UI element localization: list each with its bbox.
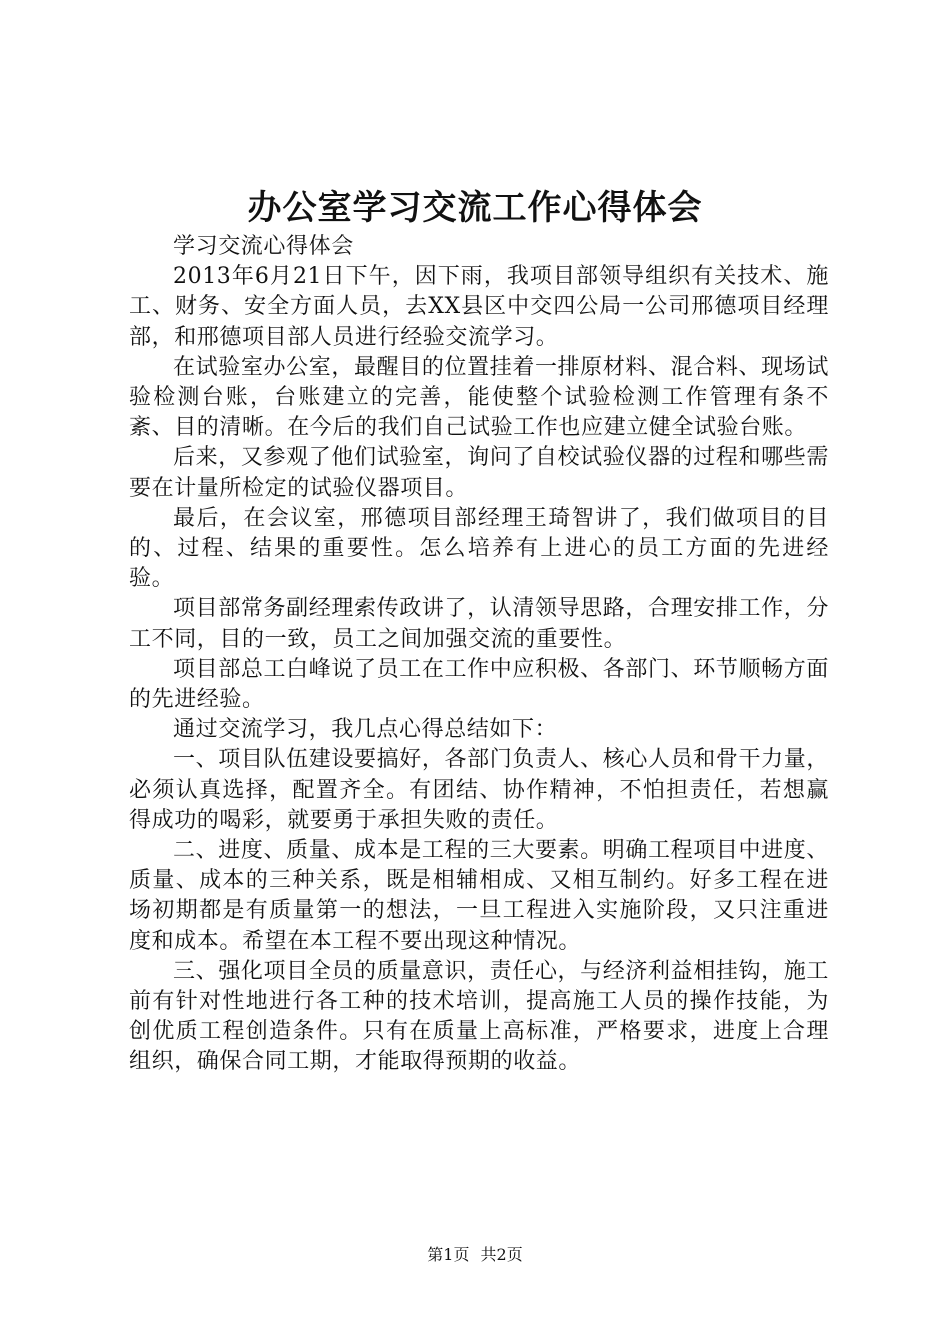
page-number: 第1页 — [427, 1245, 470, 1264]
body-paragraph: 项目部总工白峰说了员工在工作中应积极、各部门、环节顺畅方面的先进经验。 — [129, 656, 829, 713]
body-paragraph: 一、项目队伍建设要搞好，各部门负责人、核心人员和骨干力量，必须认真选择，配置齐全。有团结、协作精神，不怕担责任，若想赢得成功的喝彩，就要勇于承担失败的责任。 — [129, 747, 829, 833]
document-body — [129, 232, 829, 1078]
body-paragraph: 最后，在会议室，邢德项目部经理王琦智讲了，我们做项目的目的、过程、结果的重要性。怎么培养有上进心的员工方面的先进经验。 — [129, 505, 829, 592]
body-paragraph: 项目部常务副经理索传政讲了，认清领导思路，合理安排工作，分工不同，目的一致，员工之间加强交流的重要性。 — [129, 596, 829, 652]
page-total: 共2页 — [480, 1245, 523, 1264]
subtitle-paragraph: 学习交流心得体会 — [173, 234, 354, 259]
body-paragraph: 在试验室办公室，最醒目的位置挂着一排原材料、混合料、现场试验检测台账，台账建立的完善，能使整个试验检测工作管理有条不紊、目的清晰。在今后的我们自己试验工作也应建立健全试验台账。 — [129, 354, 829, 441]
page-footer — [0, 1244, 950, 1266]
body-paragraph: 后来，又参观了他们试验室，询问了自校试验仪器的过程和哪些需要在计量所检定的试验仪器项目。 — [129, 445, 829, 501]
body-paragraph: 二、进度、质量、成本是工程的三大要素。明确工程项目中进度、质量、成本的三种关系，既是相辅相成、又相互制约。好多工程在进场初期都是有质量第一的想法，一旦工程进入实施阶段，又只注重进度和成本。希望在本工程不要出现这种情况。 — [129, 838, 829, 954]
body-paragraph: 三、强化项目全员的质量意识，责任心，与经济利益相挂钩，施工前有针对性地进行各工种的技术培训，提高施工人员的操作技能，为创优质工程创造条件。只有在质量上高标准，严格要求，进度上合理组织，确保合同工期，才能取得预期的收益。 — [129, 958, 829, 1075]
document-title: 办公室学习交流工作心得体会 — [247, 188, 703, 228]
body-paragraph: 通过交流学习，我几点心得总结如下： — [173, 717, 558, 743]
body-paragraph: 2013年6月21日下午，因下雨，我项目部领导组织有关技术、施工、财务、安全方面人员，去XX县区中交四公局一公司邢德项目经理部，和邢德项目部人员进行经验交流学习。 — [129, 264, 829, 350]
